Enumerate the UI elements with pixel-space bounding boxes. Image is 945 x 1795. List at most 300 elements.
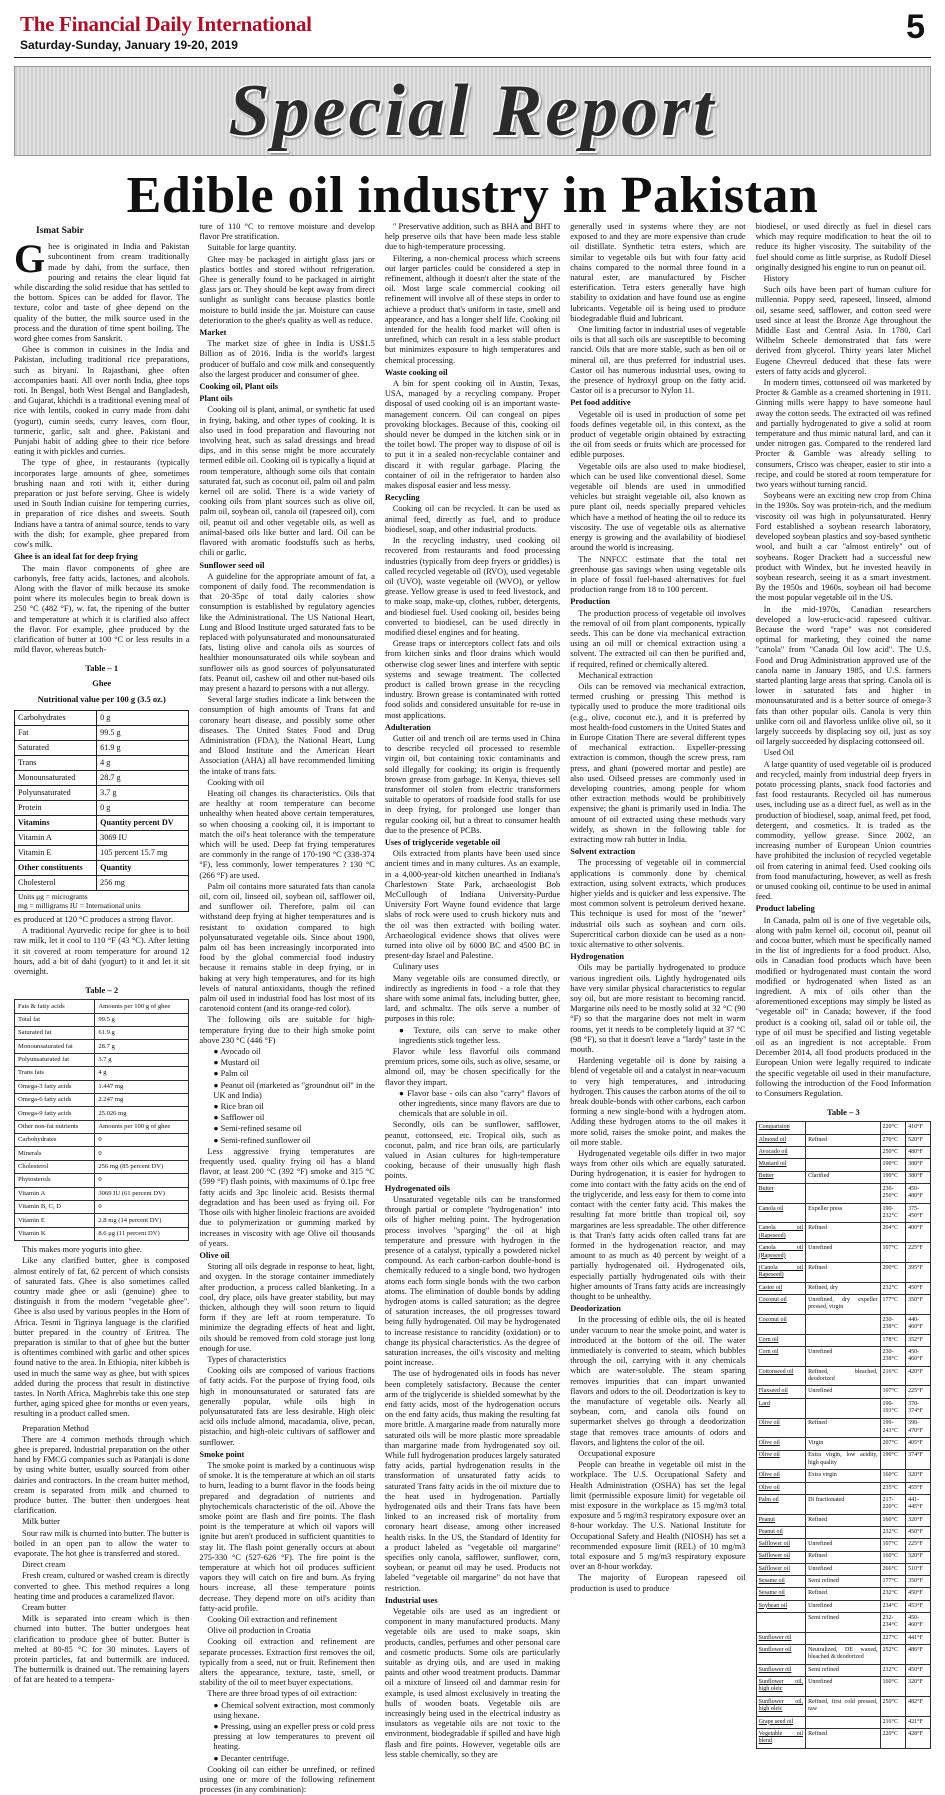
- paragraph: The use of hydrogenated oils in foods has never been completely satisfactory. Because the center arm of the triglyceride is shielded somewhat by the end fatty acids, most of the hydrogenation occurs on the end fatty acids, thus making the resulting fat more brittle. A margarine made from naturally more saturated oils will be more plastic more spreadable than margarine made from hydrogenated soy oil. While full hydrogenation produces largely saturated fatty acids, partial hydrogenation results in the transformation of unsaturated fatty acids to saturated Trans fatty acids in the oil mixture due to the heat used in hydrogenation. Partially hydrogenated oils and their Trans fats have been linked to an increased risk of mortality from coronary heart disease, among other increased health risks. In the US, the Standard of Identity for a product labeled as "vegetable oil margarine" specifies only canola, safflower, sunflower, corn, soybean, or peanut oil may be used. Products not labeled "vegetable oil margarine" do not have that restriction.: [384, 1369, 561, 1593]
- table-cell: 227°C: [880, 1632, 906, 1644]
- table-cell: 256 mg (85 percent DV): [95, 1160, 189, 1173]
- table-cell: Sunflower oil, high oleic: [756, 1696, 805, 1716]
- table-cell: Fats & fatty acids: [15, 1000, 95, 1013]
- paragraph: Fresh cream, cultured or washed cream is directly converted to ghee. This method requires a long heating time and produces a caramelized flavor.: [14, 1571, 190, 1601]
- table-cell: Canola oil: [756, 1203, 805, 1223]
- table-row: [15, 1040, 189, 1053]
- table-cell: 395°F: [906, 1263, 931, 1283]
- page-number: 5: [906, 8, 925, 46]
- table-cell: Safflower oil: [756, 1539, 805, 1551]
- table-row: [15, 1187, 189, 1200]
- paragraph: Several large studies indicate a link between the consumption of high amounts of Trans fat and coronary heart disease, and possibly some other diseases. The United States Food and Drug Administration (FDA), the National Heart, Lung and Blood Institute and the American Heart Association (AHA) all have recommended limiting the intake of trans fats.: [199, 695, 375, 776]
- table-row: [756, 1728, 930, 1748]
- table-cell: Amounts per 100 g of ghee: [95, 1120, 189, 1133]
- paragraph: Mechanical extraction: [578, 670, 653, 680]
- list-item: ● Peanut oil (marketed as "groundnut oil" in the UK and India): [213, 1080, 375, 1100]
- table-cell: 370-374°F: [906, 1398, 931, 1418]
- paragraph: In the recycling industry, used cooking oil recovered from restaurants and food processing industries (typically from deep fryers or griddles) is called recycled vegetable oil (RVO), used vegetable oil (UVO), waste vegetable oil (WVO), or yellow grease. Yellow grease is used to feed livestock, and to make soap, make-up, clothes, rubber, detergents, and biodiesel fuel. Used cooking oil, besides being converted to biodiesel, can be used directly in modified diesel engines and for heating.: [384, 536, 561, 637]
- table-cell: [806, 1147, 880, 1159]
- table-cell: [806, 1314, 880, 1334]
- paragraph: Vegetable oils are also used to make biodiesel, which can be used like conventional diesel. Some vegetable oil blends are used in unmodified vehicles but straight vegetable oil, also known as pure plant oil, needs specially prepared vehicles which have a method of heating the oil to reduce its viscosity. The use of vegetable oils as alternative energy is growing and the availability of biodiesel around the world is increasing.: [570, 461, 746, 553]
- table-row: [756, 1551, 930, 1563]
- table-cell: Sunflower oil: [756, 1664, 805, 1676]
- paragraph: The market size of ghee in India is US$1.5 Billion as of 2016. India is the world's largest producer of buffalo and cow milk and consequently also the largest producer and consumer of ghee.: [199, 339, 375, 379]
- table-cell: 0 g: [97, 710, 189, 725]
- table-cell: Castor oil: [756, 1282, 805, 1294]
- table-cell: Refined: [806, 1728, 880, 1748]
- paragraph: Cooking oils are composed of various fractions of fatty acids. For the purpose of frying food, oils high in monounsaturated or saturated fats are generally popular, while oils high in polyunsaturated fats are less desirable. High oleic acid oils include almond, macadamia, olive, pecan, pistachio, and high-oleic cultivars of safflower and sunflower.: [199, 1366, 375, 1447]
- table-cell: Cholesterol: [15, 1160, 95, 1173]
- subheading: Ghee is an ideal fat for deep frying: [14, 552, 138, 562]
- table-cell: 99.5 g: [97, 725, 189, 740]
- subheading: Hydrogenated oils: [384, 1183, 451, 1193]
- table-cell: 2.247 mg: [95, 1093, 189, 1106]
- paragraph: Oils extracted from plants have been used since ancient times and in many cultures. As an example, in a 4,000-year-old kitchen unearthed in Indiana's Charlestown State Park, archaeologist Bob McCullough of Indiana University-Purdue University Fort Wayne found evidence that large slabs of rock were used to crush hickory nuts and the oil was then extracted with boiling water. Archaeological evidence shows that olives were turned into olive oil by 6000 BC and 4500 BC in present-day Israel and Palestine.: [384, 849, 561, 961]
- paragraph: The production process of vegetable oil involves the removal of oil from plant components, typically seeds. This can be done via mechanical extraction using an oil mill or chemical extraction using a solvent. The extracted oil can then be purified and, if required, refined or chemically altered.: [570, 608, 746, 669]
- table-cell: Grape seed oil: [756, 1716, 805, 1728]
- table-cell: 0: [95, 1200, 189, 1213]
- table-cell: Peanut oil: [756, 1527, 805, 1539]
- table-cell: [806, 1527, 880, 1539]
- table-cell: 405°F: [906, 1438, 931, 1450]
- table-cell: [806, 1398, 880, 1418]
- table-cell: 482°F: [906, 1696, 931, 1716]
- subheading: Product labeling: [755, 904, 815, 914]
- table-cell: Canola oil (Rapeseed): [756, 1243, 805, 1263]
- table-row: [756, 1494, 930, 1514]
- table-cell: [806, 1632, 880, 1644]
- paragraph: Cooking with oil: [207, 777, 265, 787]
- list-item: ● Pressing, using an expeller press or cold press pressing at low temperatures to prevent oil heating.: [213, 1722, 375, 1752]
- table-row: [15, 785, 189, 800]
- table-cell: 160°C: [880, 1677, 906, 1697]
- paragraph: Palm oil contains more saturated fats than canola oil, corn oil, linseed oil, soybean oil, safflower oil, and sunflower oil. Therefore, palm oil can withstand deep frying at higher temperatures and is resistant to oxidation compared to high polyunsaturated vegetable oils. Since about 1900, palm oil has been increasingly incorporated into food by the global commercial food industry because it remains stable in deep frying, or in baking at very high temperatures, and for its high levels of natural antioxidants, though the refined palm oil used in industrial food has lost most of its carotenoid content (and its orange-red color).: [199, 881, 375, 1014]
- table-1: [14, 710, 189, 891]
- table-row: [756, 1295, 930, 1315]
- subheading: Cream butter: [22, 1603, 66, 1613]
- paragraph: Cooking oil is plant, animal, or synthetic fat used in frying, baking, and other types of cooking. It is also used in food preparation and flavouring not involving heat, such as salad dressings and bread dips, and in this sense might be more accurately termed edible oil. Cooking oil is typically a liquid at room temperature, although some oils that contain saturated fat, such as coconut oil, palm oil and palm kernel oil are solid. There is a wide variety of cooking oils from plant sources such as olive oil, palm oil, soybean oil, canola oil (rapeseed oil), corn oil, peanut oil and other vegetable oils, as well as animal-based oils like butter and lard. Oil can be flavored with aromatic foodstuffs such as herbs, chili or garlic.: [199, 405, 375, 558]
- table-row: [15, 710, 189, 725]
- table-cell: 350°F: [906, 1295, 931, 1315]
- table-cell: 0: [95, 1134, 189, 1147]
- table-cell: 266°C: [880, 1563, 906, 1575]
- paragraph: Cooking Oil extraction and refinement: [207, 1615, 338, 1625]
- table-cell: 61.9 g: [97, 740, 189, 755]
- table-cell: 1.447 mg: [95, 1080, 189, 1093]
- table-cell: Omega-3 fatty acids: [15, 1080, 95, 1093]
- table-row: [15, 1053, 189, 1066]
- table-cell: 199-243°C: [880, 1418, 906, 1438]
- paragraph: Ghee is originated in India and Pakistan subcontinent from cream traditionally made by dahi, from the surface, then pouring and retains the clear liquid fat while discarding the solid residue that has settled to the bottom. Spices can be added for flavor. The texture, color and taste of ghee depend on the quality of the butter, the milk source used in the process and the duration of time spent boiling. The word ghee comes from Sanskrit.: [14, 236, 190, 344]
- table-cell: Olive oil: [756, 1418, 805, 1438]
- paragraph: The NNFCC estimate that the total net greenhouse gas savings when using vegetable oils in place of fossil fuel-based alternatives for fuel production range from 18 to 100 percent.: [570, 554, 746, 595]
- subheading: Milk butter: [22, 1517, 60, 1527]
- paragraph: In modern times, cottonseed oil was marketed by Procter & Gamble as a creamed shortening in 1911. Ginning mills were happy to have someone haul away the cotton seeds. The extracted oil was refined and partially hydrogenated to give a solid at room temperature and thus mimic natural lard, and can it under nitrogen gas. Compared to the rendered lard Procter & Gamble was already selling to consumers, Crisco was cheaper, easier to stir into a recipe, and could be stored at room temperature for two years without turning rancid.: [755, 378, 932, 490]
- list-item: ● Texture, oils can serve to make other ingredients stick together less.: [398, 1025, 561, 1045]
- table-cell: 107°C: [880, 1386, 906, 1398]
- table-cell: 225°F: [906, 1243, 931, 1263]
- table-cell: Omega-6 fatty acids: [15, 1093, 95, 1106]
- table-cell: 232°C: [880, 1664, 906, 1676]
- table-cell: 230-238°C: [880, 1314, 906, 1334]
- table-cell: Other constituents: [15, 860, 97, 875]
- paragraph: Vegetable oil is used in production of some pet foods defines vegetable oil, in this context, as the product of vegetable origin obtained by extracting the oil from seeds or fruits which are processed for edible purposes.: [570, 409, 746, 460]
- subheading: Market: [199, 328, 227, 338]
- table-3-caption: Table – 3: [826, 1107, 860, 1118]
- list-item: ● Flavor base - oils can also "carry" flavors of other ingredients, since many flavors are due to chemicals that are soluble in oil.: [398, 1088, 561, 1119]
- table-cell: Phytosterols: [15, 1174, 95, 1187]
- paragraph: Gutter oil and trench oil are terms used in China to describe recycled oil processed to resemble virgin oil, but containing toxic contaminants and sold illegally for cooking; its origin is frequently brown grease from garbage. In Kenya, thieves sell transformer oil stolen from electric transformers suitable to operators of roadside food stalls for use in deep frying, for prolonged use longer than regular cooking oil, but a threat to consumer health due to the presence of PCBs.: [384, 733, 561, 835]
- table-cell: 380°F: [906, 1159, 931, 1171]
- table-cell: 4 g: [97, 755, 189, 770]
- table-cell: Unrefined: [806, 1386, 880, 1398]
- masthead: [14, 6, 931, 58]
- paragraph: People can breathe in vegetable oil mist in the workplace. The U.S. Occupational Safety and Health Administration (OSHA) has set the legal limit (permissible exposure limit) for vegetable oil mist exposure in the workplace as 15 mg/m3 total exposure and 5 mg/m3 respiratory exposure over an 8-hour workday. The U.S. National Institute for Occupational Safety and Health (NIOSH) has set a recommended exposure limit (REL) of 10 mg/m3 total exposure and 5 mg/m3 respiratory exposure over an 8-hour workday.: [570, 1460, 746, 1572]
- table-row: [15, 875, 189, 890]
- table-row: [756, 1203, 930, 1223]
- table-row: [756, 1314, 930, 1334]
- table-row: [756, 1171, 930, 1183]
- paragraph: Hydrogenated vegetable oils differ in two major ways from other oils which are equally saturated. During hydrogenation, it is easier for hydrogen to come into contact with the fatty acids on the end of the triglyceride, and less easy for them to come into contact with the center fatty acid. This makes the resulting fat more brittle than tropical oil, soy margarines are less spreadable. The other difference is that Tran's fatty acids often called trans fat are formed in the hydrogenation reactor, and may amount to as much as 40 percent by weight of a partially hydrogenated oil. Hydrogenated oils, especially partially hydrogenated oils with their higher amounts of Trans fatty acids are increasingly thought to be unhealthy.: [570, 1149, 746, 1301]
- table-cell: 4 g: [95, 1067, 189, 1080]
- subheading: Adulteration: [384, 722, 431, 732]
- table-cell: Vitamin E: [15, 845, 97, 860]
- table-cell: 232°C: [880, 1282, 906, 1294]
- list-item: ● Rice bran oil: [213, 1102, 264, 1112]
- table-cell: 420°F: [906, 1366, 931, 1386]
- table-cell: 190-193°C: [880, 1398, 906, 1418]
- table-cell: Coconut oil: [756, 1295, 805, 1315]
- table-row: [15, 1227, 189, 1240]
- table-row: [756, 1418, 930, 1438]
- table-cell: Unrefined: [806, 1346, 880, 1366]
- table-cell: Sesame oil: [756, 1588, 805, 1600]
- table-3: [756, 1121, 931, 1748]
- paragraph: The main flavor components of ghee are carbonyls, free fatty acids, lactones, and alcohols. Along with the flavor of milk because its smoke point where its molecules begin to break down is 250 °C (482 °F), w. fat, the ripening of the butter and temperature at which it is clarified also affect the flavor. For example, ghee produced by the clarification of butter at 100 °C or less results in a mild flavor, whereas butch-: [14, 563, 190, 655]
- table-cell: 400°F: [906, 1223, 931, 1243]
- table-cell: Vitamins: [15, 815, 97, 830]
- table-cell: Polyunsaturated: [15, 785, 97, 800]
- table-cell: Vitamin B, C, D: [15, 1200, 95, 1213]
- table-cell: Mustard oil: [756, 1159, 805, 1171]
- table-cell: 232°C: [880, 1527, 906, 1539]
- subheading: Sunflower seed oil: [199, 560, 265, 570]
- table-row: [15, 1214, 189, 1227]
- table-cell: Semi refined: [806, 1576, 880, 1588]
- table-cell: 190°C: [880, 1159, 906, 1171]
- table-cell: 320°F: [906, 1677, 931, 1697]
- paragraph: Cooking oil can either be unrefined, or refined using one or more of the following refinement processes (in any combination):: [199, 1764, 375, 1795]
- table-row: [756, 1366, 930, 1386]
- paragraph: Soybeans were an exciting new crop from China in the 1930s. Soy was protein-rich, and the medium viscosity oil was high in polyunsaturated. Henry Ford established a soybean research laboratory, developed soybean plastics and soy-based synthetic wool, and built a car "almost entirely" out of soybeans. Roger Drackett had a successful new product with Windex, but he invested heavily in soybean research, seeing it as a smart investment. By the 1950s and 1960s, soybean oil had become the most popular vegetable oil in the US.: [755, 491, 932, 603]
- table-cell: 441°F: [906, 1632, 931, 1644]
- table-cell: 28.7 g: [95, 1040, 189, 1053]
- table-cell: [806, 1183, 880, 1203]
- paragraph: Oils can be removed via mechanical extraction, termed crushing or pressing This method is typically used to produce the more traditional oils (e.g., olive, coconut etc.), and it is preferred by most health-food customers in the United States and in Europe Citation There are several different types of mechanical extraction. Expeller-pressing extraction is common, though the screw press, ram press, and ghani (powered mortar and pestle) are also used. Oilseed presses are commonly used in developing countries, among people for whom other extraction methods would be prohibitively expensive; the ghani is primarily used in India. The amount of oil extracted using these methods vary widely, as shown in the following table for extracting mow rah butter in India.: [570, 681, 746, 844]
- table-cell: Total fat: [15, 1013, 95, 1026]
- table-row: [756, 1696, 930, 1716]
- table-row: [756, 1645, 930, 1665]
- list-item: ● Avocado oil: [213, 1047, 261, 1057]
- table-row: [15, 725, 189, 740]
- paragraph: A traditional Ayurvedic recipe for ghee is to boil raw milk, let it cool to 110 °F (43 °C). After letting it sit covered at room temperature for around 12 hours, add a bit of dahi (yogurt) to it and let it sit overnight.: [14, 926, 190, 976]
- table-cell: 99.5 g: [95, 1013, 189, 1026]
- table-cell: 177°C: [880, 1576, 906, 1588]
- table-cell: [806, 1334, 880, 1346]
- table-cell: Neutralized, DE waxed, bleached & deodorized: [806, 1645, 880, 1665]
- table-cell: Peanut: [756, 1514, 805, 1526]
- table-cell: Quantity percent DV: [97, 815, 189, 830]
- table-cell: Monounsaturated fat: [15, 1040, 95, 1053]
- section-title: Special Report: [228, 69, 717, 152]
- table-cell: [806, 1482, 880, 1494]
- table-cell: Vitamin K: [15, 1227, 95, 1240]
- table-row: [756, 1588, 930, 1600]
- paragraph: ture of 110 °C to remove moisture and develop flavor Pre stratification.: [199, 222, 375, 242]
- table-cell: 217-220°C: [880, 1494, 906, 1514]
- table-row: [756, 1334, 930, 1346]
- table-cell: 216°C: [880, 1366, 906, 1386]
- table-row: [15, 845, 189, 860]
- subheading: Uses of triglyceride vegetable oil: [384, 837, 501, 847]
- paragraph: Culinary uses: [392, 962, 439, 972]
- table-row: [15, 1080, 189, 1093]
- table-row: [15, 755, 189, 770]
- table-row: [756, 1223, 930, 1243]
- table-cell: Butter: [756, 1183, 805, 1203]
- subheading: Solvent extraction: [570, 847, 636, 857]
- table-cell: 252°C: [880, 1645, 906, 1665]
- table-cell: Coconut oil: [756, 1314, 805, 1334]
- table-cell: 250°C: [880, 1696, 906, 1716]
- table-cell: 160°C: [880, 1551, 906, 1563]
- table-cell: 232°C: [880, 1588, 906, 1600]
- table-cell: 374°F: [906, 1450, 931, 1470]
- table-row: [15, 1200, 189, 1213]
- table-cell: 450°F: [906, 1664, 931, 1676]
- table-cell: Flaxseed oil: [756, 1386, 805, 1398]
- paragraph: This makes more yogurts into ghee.: [22, 1245, 143, 1255]
- table-cell: 8.6 μg (11 percent DV): [95, 1227, 189, 1240]
- table-row: [15, 815, 189, 830]
- table-cell: 320°F: [906, 1551, 931, 1563]
- table-cell: Fat: [15, 725, 97, 740]
- paragraph: Secondly, oils can be sunflower, safflower, peanut, cottonseed, etc. Tropical oils, such as coconut, palm, and rice bran oils, are particularly valued in Asian cultures for high-temperature cooking, because of their unusually high flash points.: [384, 1120, 561, 1181]
- section-banner: [14, 66, 931, 156]
- table-cell: Olive oil: [756, 1470, 805, 1482]
- paragraph: Used Oil: [763, 748, 794, 758]
- table-cell: 235°C: [880, 1482, 906, 1494]
- table-cell: Amounts per 100 g of ghee: [95, 1000, 189, 1013]
- table-row: [756, 1514, 930, 1526]
- list-item: ● Palm oil: [213, 1069, 249, 1079]
- subheading: Pet food additive: [570, 398, 631, 408]
- table-row: [15, 1107, 189, 1120]
- table-cell: Olive oil: [756, 1482, 805, 1494]
- table-cell: Unrefined: [806, 1563, 880, 1575]
- table-cell: Olive oil: [756, 1438, 805, 1450]
- paragraph: There are 4 common methods through which ghee is prepared. Industrial preparation on the other hand by FMCG companies such as Patanjali is done by using white butter, usually sourced from other dairies and contractors. In the cream butter method, cream is separated from milk and churned to produce butter. The butter then undergoes heat clarification.: [14, 1434, 190, 1516]
- paragraph: Flavor while less flavorful oils command premium prices, some oils, such as olive, sesame, or almond oil, may be chosen specifically for the flavor they impart.: [384, 1047, 561, 1087]
- paragraph: Ghee is common in cuisines in the India and Pakistan, including traditional rice preparations, such as biryani. In Rajasthani, ghee often accompanies baati. All over north India, ghee tops roti. In Bengal, both West Bengal and Bangladesh, and Gujarat, khichdi is a traditional evening meal of rice with lentils, cooked in curry made from dahi (yogurt), cumin seeds, curry leaves, corn flour, turmeric, garlic, salt and ghee. Pakistani and Punjabi habit of adding ghee to their rice before eating it with pickles and curries.: [14, 345, 190, 457]
- table-cell: Comparision: [756, 1122, 805, 1134]
- table-row: [756, 1159, 930, 1171]
- paragraph: Oils may be partially hydrogenated to produce various ingredient oils. Lightly hydrogenated oils have very similar physical characteristics to regular soy oil, but are more resistant to becoming rancid. Margarine oils need to be mostly solid at 32 °C (90 °F) so that the margarine does not melt in warm rooms, yet it needs to be completely liquid at 37 °C (98 °F), so that it doesn't leave a "lardy" taste in the mouth.: [570, 963, 746, 1055]
- table-cell: Avocado oil: [756, 1147, 805, 1159]
- table-cell: Canola oil (Rapeseed): [756, 1223, 805, 1243]
- table-cell: 450°F: [906, 1282, 931, 1294]
- table-cell: 486°F: [906, 1645, 931, 1665]
- subheading: Industrial uses: [384, 1595, 438, 1605]
- table-cell: Unrefined: [806, 1600, 880, 1612]
- table-cell: Safflower oil: [756, 1563, 805, 1575]
- column-2: [199, 222, 375, 1795]
- table-1-title: Ghee: [92, 677, 112, 688]
- table-cell: 350°F: [906, 1576, 931, 1588]
- subheading: Deodorization: [570, 1304, 621, 1314]
- subheading: Preparation Method: [22, 1423, 89, 1433]
- paragraph: Storing all oils degrade in response to heat, light, and oxygen. In the storage container immediately after production, a process called blanketing. In a cool, dry place, oils have greater stability, but may thicken, although they will soon return to liquid form if they are left at room temperature. To minimize the degrading effects of heat and light, oils should be removed from cold storage just long enough for use.: [199, 1262, 375, 1353]
- table-cell: 270°C: [880, 1134, 906, 1146]
- table-cell: (Canola oil Rapeseed): [756, 1263, 805, 1283]
- table-cell: Extra virgin: [806, 1470, 880, 1482]
- paragraph: Ghee may be packaged in airtight glass jars or plastics bottles and stored without refrigeration. Ghee is generally found to be packaged in airtight glass jars or. They should be kept away from direct sunlight as sunlight cans because plastics bottle moisture to build inside the jar. Moisture can cause deterioration to the ghee's quality as well as reduce.: [199, 254, 375, 325]
- table-row: [756, 1677, 930, 1697]
- table-row: [756, 1386, 930, 1398]
- table-cell: Quantity: [97, 860, 189, 875]
- bullet-list: [199, 1047, 374, 1146]
- table-cell: Refined: [806, 1514, 880, 1526]
- table-cell: 190-232°C: [880, 1203, 906, 1223]
- table-row: [756, 1122, 930, 1134]
- table-cell: 428°F: [906, 1728, 931, 1748]
- table-row: [756, 1632, 930, 1644]
- paragraph: Filtering, a non-chemical process which screens out larger particles could be considered a step in refinement, although it doesn't alter the state of the oil. Most large scale commercial cooking oil refinement will involve all of these steps in order to achieve a product that's uniform in taste, smell and appearance, and has a longer shelf life. Cooking oil intended for the health food market will often is unrefined, which can result in a less stable product but minimizes exposure to high temperatures and chemical processing.: [384, 253, 561, 365]
- table-1-units: Units μg = micrograms mg = milligrams IU = International units: [14, 891, 189, 912]
- table-cell: Expeller press: [806, 1203, 880, 1223]
- table-cell: Di fractionated: [806, 1494, 880, 1514]
- table-cell: 450-460°F: [906, 1612, 931, 1632]
- table-cell: Refined: [806, 1134, 880, 1146]
- list-item: ● Semi-refined sunflower oil: [213, 1135, 311, 1145]
- list-item: ● Safflower oil: [213, 1113, 265, 1123]
- table-cell: 225°F: [906, 1539, 931, 1551]
- table-cell: Protein: [15, 800, 97, 815]
- table-cell: 421°F: [906, 1716, 931, 1728]
- paragraph: Types of characteristics: [207, 1354, 287, 1364]
- table-cell: 230-250°C: [880, 1183, 906, 1203]
- table-cell: Unrefined, dry expeller pressed, virgin: [806, 1295, 880, 1315]
- paragraph: Olive oil production in Croatia: [207, 1626, 311, 1636]
- table-cell: Trans: [15, 755, 97, 770]
- table-cell: Refined, first cold pressed, raw: [806, 1696, 880, 1716]
- table-cell: Polyunsaturated fat: [15, 1053, 95, 1066]
- subheading: Recycling: [384, 493, 420, 503]
- table-cell: Refined, bleached, deodorized: [806, 1366, 880, 1386]
- table-row: [756, 1600, 930, 1612]
- subheading: Smoke point: [199, 1449, 245, 1459]
- table-2-caption: Table – 2: [85, 985, 119, 996]
- table-cell: Vitamin E: [15, 1214, 95, 1227]
- paragraph: Occupational exposure: [578, 1448, 656, 1458]
- paragraph: In the processing of edible oils, the oil is heated under vacuum to near the smoke point, and water is introduced at the bottom of the oil. The water immediately is converted to steam, which bubbles through the oil, carrying with it any chemicals which are water-soluble. The steam sparing removes impurities that can impart unwanted flavors and odors to the oil. Deodorization is key to the manufacture of vegetable oils. Nearly all soybean, corn, and canola oils found on supermarket shelves go through a deodorization stage that removes trace amounts of odors and flavors, and lightens the color of the oil.: [570, 1315, 746, 1447]
- paragraph: Vegetable oils are used as an ingredient or component in many manufactured products. Many vegetable oils are used to make soaps, skin products, candles, perfumes and other personal care and cosmetic products. Some oils are particularly suitable as drying oils, and are used in making paints and other wood treatment products. Dammar oil a mixture of linseed oil and dammar resin for example, is used almost exclusively in treating the hulls of wooden boats. Vegetable oils are increasingly being used in the electrical industry as insulators as vegetable oils are not toxic to the environment, biodegradable if spilled and have high flash and fire points. However, vegetable oils are less stable chemically, so they are: [384, 1607, 561, 1759]
- table-row: [15, 1147, 189, 1160]
- table-cell: Trans fats: [15, 1067, 95, 1080]
- table-row: [15, 1120, 189, 1133]
- table-row: [15, 1174, 189, 1187]
- table-cell: 441-445°F: [906, 1494, 931, 1514]
- table-cell: 352°F: [906, 1334, 931, 1346]
- table-cell: Minerals: [15, 1147, 95, 1160]
- table-row: [15, 1027, 189, 1040]
- table-row: [15, 1134, 189, 1147]
- table-cell: 480°F: [906, 1147, 931, 1159]
- table-cell: Refined: [806, 1418, 880, 1438]
- table-row: [756, 1576, 930, 1588]
- table-row: [756, 1527, 930, 1539]
- table-row: [756, 1263, 930, 1283]
- table-row: [756, 1470, 930, 1482]
- paragraph: One limiting factor in industrial uses of vegetable oils is that all such oils are susceptible to becoming rancid. Oils that are more stable, such as ben oil or mineral oil, are thus preferred for industrial uses. Castor oil has numerous industrial uses, owing to the presence of hydroxyl group on the fatty acid. Castor oil is a precursor to Nylon 11.: [570, 325, 746, 396]
- table-row: [15, 1013, 189, 1026]
- paragraph: Hardening vegetable oil is done by raising a blend of vegetable oil and a catalyst in near-vacuum to very high temperatures, and introducing hydrogen. This causes the carbon atoms of the oil to break double-bonds with other carbons, each carbon forming a new single-bond with a hydrogen atom. Adding these hydrogen atoms to the oil makes it more solid, raises the smoke point, and makes the oil more stable.: [570, 1056, 746, 1147]
- table-row: [756, 1147, 930, 1159]
- table-cell: 380°F: [906, 1171, 931, 1183]
- table-cell: 455°F: [906, 1482, 931, 1494]
- table-cell: 204°C: [880, 1223, 906, 1243]
- paragraph: The smoke point is marked by a continuous wisp of smoke. It is the temperature at which an oil starts to burn, leading to a burnt flavor in the foods being prepared and degradation of nutrients and phytochemicals characteristic of the oil. Above the smoke point are flash and fire points. The flash point is the temperature at which oil vapors will ignite but aren't produced in sufficient quantities to stay lit. The flash point generally occurs at about 275-330 °C (527-626 °F). The fire point is the temperature at which hot oil produces sufficient vapors they will catch on fire and burn. As frying hours increase, all these temperature points decrease. They depend more on oil's acidity than fatty-acid profile.: [199, 1460, 375, 1613]
- paragraph: Milk is separated into cream which is then churned into butter. The butter undergoes heat clarification to produce ghee of butter. Butter is melted at 80-85 °C for 30 minutes. Layers of protein particles, fat and buttermilk are induced. The buttermilk is drained out. The remaining layers of fat are heated to a tempera-: [14, 1614, 190, 1685]
- table-cell: Unrefined: [806, 1539, 880, 1551]
- table-cell: Almond oil: [756, 1134, 805, 1146]
- table-cell: 177°C: [880, 1295, 906, 1315]
- table-cell: Butter: [756, 1171, 805, 1183]
- table-cell: 220°C: [880, 1728, 906, 1748]
- table-cell: 0: [95, 1174, 189, 1187]
- table-cell: 453°F: [906, 1600, 931, 1612]
- table-cell: 0: [95, 1147, 189, 1160]
- table-row: [756, 1482, 930, 1494]
- paragraph: The processing of vegetable oil in commercial applications is commonly done by chemical extraction, using solvent extracts, which produces higher yields and is quicker and less expensive. The most common solvent is petroleum derived hexane. This technique is used for most of the "newer" industrial oils such as soybean and corn oils. Supercritical carbon dioxide can be used as a non-toxic alternative to other solvents.: [570, 858, 746, 950]
- table-cell: Semi refined: [806, 1664, 880, 1676]
- table-cell: Sunflower oil: [756, 1632, 805, 1644]
- table-row: [756, 1282, 930, 1294]
- paragraph: Grease traps or interceptors collect fats and oils from kitchen sinks and floor drains which would otherwise clog sewer lines and interfere with septic systems and sewage treatment. The collected product is called brown grease in the recycling industry. Brown grease is contaminated with rotted food solids and considered unsuitable for re-use in most applications.: [384, 639, 561, 720]
- table-cell: 107°C: [880, 1539, 906, 1551]
- table-cell: Omega-9 fatty acids: [15, 1107, 95, 1120]
- paragraph: The following oils are suitable for high-temperature frying due to their high smoke point above 230 °C (446 °F): [199, 1015, 375, 1045]
- table-cell: Sesame oil: [756, 1576, 805, 1588]
- table-cell: 160°C: [880, 1514, 906, 1526]
- table-row: [756, 1243, 930, 1263]
- table-cell: 450-460°F: [906, 1346, 931, 1366]
- table-cell: Virgin: [806, 1438, 880, 1450]
- table-cell: 28.7 g: [97, 770, 189, 785]
- table-cell: 320°F: [906, 1470, 931, 1482]
- paragraph: es produced at 120 °C produces a strong flavor.: [14, 914, 173, 924]
- table-row: [15, 1000, 189, 1013]
- table-row: [756, 1398, 930, 1418]
- paragraph: Such oils have been part of human culture for millennia. Poppy seed, rapeseed, linseed, almond oil, sesame seed, safflower, and cotton seed were used since at least the Bronze Age throughout the Middle East and Central Asia. In 1780, Carl Wilhelm Scheele demonstrated that fats were derived from glycerol. Thirty years later Michel Eugene Chevreul deduced that these fats were esters of fatty acids and glycerol.: [755, 285, 932, 376]
- table-cell: Semi refined: [806, 1612, 880, 1632]
- table-row: [15, 770, 189, 785]
- table-cell: 3069 IU: [97, 830, 189, 845]
- article-body: [14, 222, 932, 1795]
- table-cell: Refined: [806, 1588, 880, 1600]
- paragraph: A bin for spent cooking oil in Austin, Texas, USA, managed by a recycling company. Proper disposal of used cooking oil is an important waste-management concern. Oil can congeal on pipes provoking blockages. Because of this, cooking oil should never be dumped in the kitchen sink or in the toilet bowl. The proper way to dispose of oil is to put it in a sealed non-recyclable container and discard it with regular garbage. Placing the container of oil in the refrigerator to harden also makes disposal easier and less messy.: [384, 379, 561, 491]
- table-row: [756, 1346, 930, 1366]
